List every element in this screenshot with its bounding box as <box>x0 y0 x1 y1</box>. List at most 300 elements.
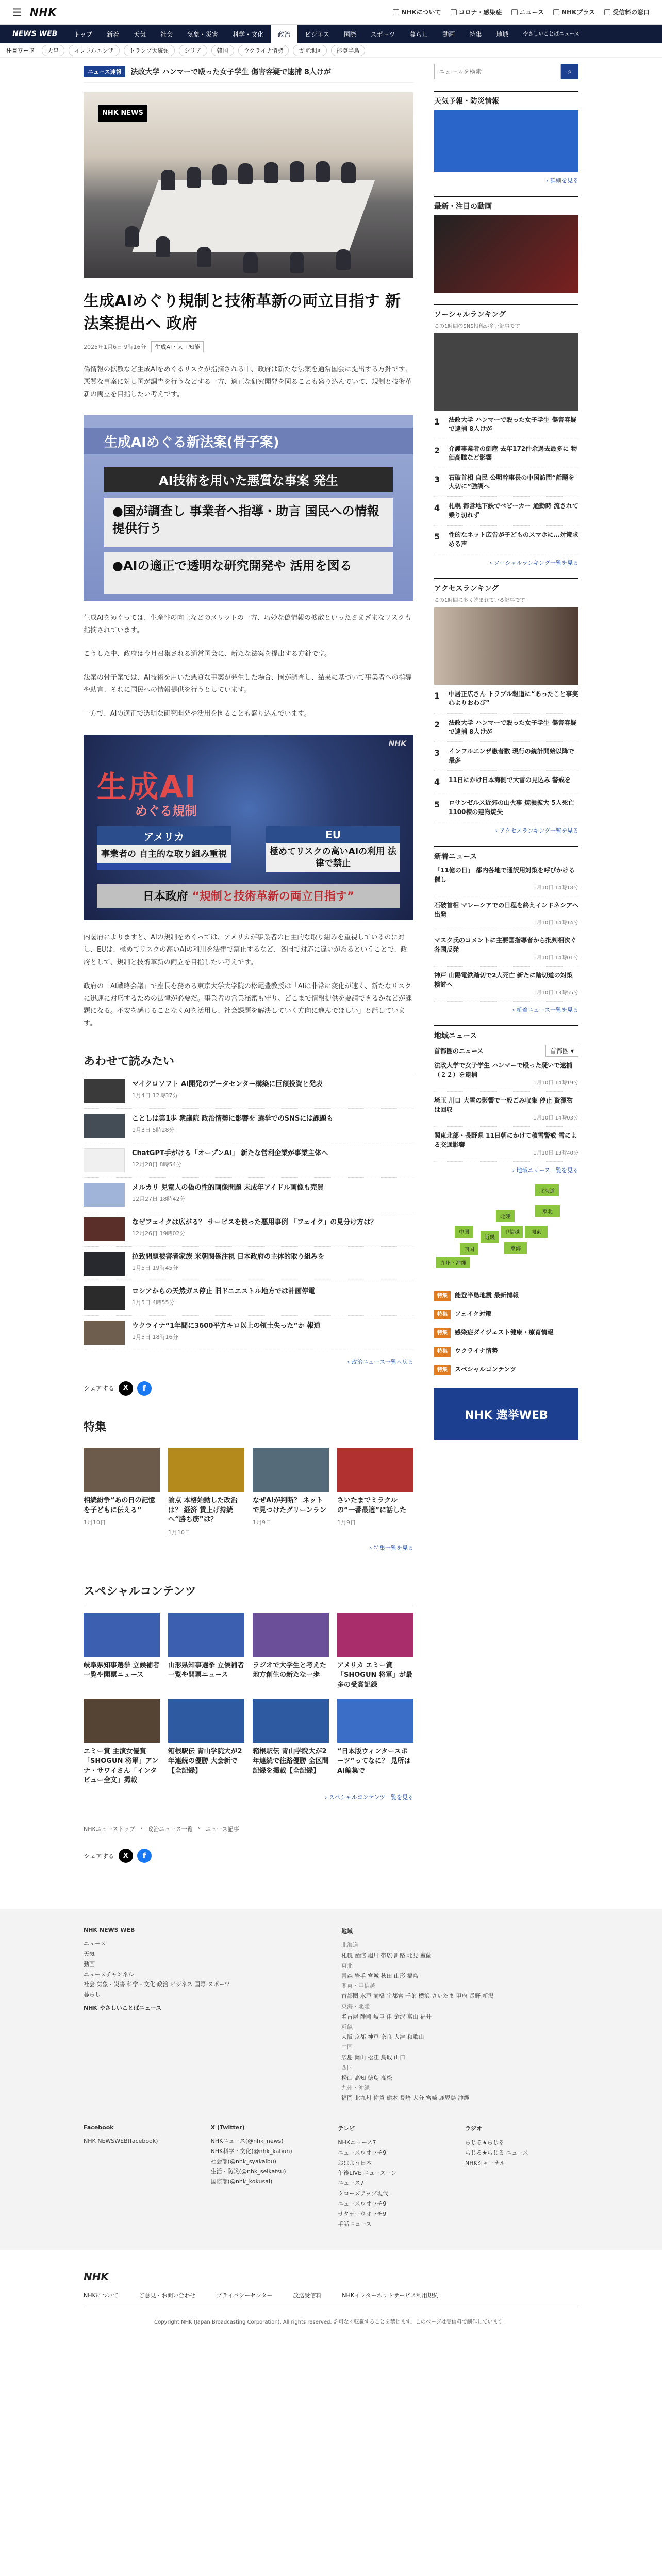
feature-title: 相続紛争“あの日の記憶を子どもに伝える” <box>84 1496 155 1514</box>
list-item[interactable] <box>434 931 578 967</box>
nav-life[interactable]: 暮らし <box>409 30 428 38</box>
region-links[interactable]: 大阪 京都 神戸 奈良 大津 和歌山 <box>341 2033 424 2041</box>
footer-link[interactable]: 動画 <box>84 1960 95 1968</box>
tag-badge: 特集 <box>434 1365 451 1375</box>
list-item[interactable] <box>434 1057 578 1092</box>
footer-link[interactable]: 暮らし <box>84 1991 101 1998</box>
person-figure <box>264 162 278 183</box>
breaking-news[interactable] <box>84 64 413 83</box>
region-links[interactable]: 福岡 北九州 佐賀 熊本 長崎 大分 宮崎 鹿児島 沖縄 <box>341 2095 469 2102</box>
footer-link[interactable]: NHKニュース7 <box>338 2139 376 2146</box>
news-search <box>434 64 578 79</box>
news-title: 神戸 山陽電鉄踏切で2人死亡 新たに踏切道の対策検討へ <box>434 972 573 989</box>
news-web-brand[interactable]: NEWS WEB <box>12 30 58 38</box>
video-thumbnail[interactable] <box>434 215 578 293</box>
special-card[interactable] <box>84 1699 160 1786</box>
nav-easy-news[interactable]: やさしいことばニュース <box>523 31 580 37</box>
election-web-banner[interactable]: NHK 選挙WEB <box>434 1388 578 1440</box>
weather-heading: 天気予報・防災情報 <box>434 97 499 106</box>
list-item[interactable] <box>434 861 578 896</box>
rank-title: 中居正広さん トラブル報道に“あったこと事実 心よりおわび” <box>449 690 578 707</box>
usa-column <box>97 826 231 870</box>
footer-link[interactable]: 社会部(@nhk_syakaibu) <box>210 2158 276 2165</box>
feature-card[interactable] <box>168 1448 244 1537</box>
footer-link[interactable]: ニュースウオッチ9 <box>338 2200 387 2207</box>
list-item[interactable] <box>84 1212 413 1247</box>
special-grid <box>84 1613 413 1786</box>
weather-more-label: 詳細を見る <box>550 177 578 184</box>
article-date: 2025年1月6日 9時16分 <box>84 344 146 350</box>
article-paragraph: 生成AIをめぐっては、生産性の向上などのメリットの一方、巧妙な偽情報の拡散といったさまざまなリスクも指摘されています。 <box>84 614 411 635</box>
top-bar <box>0 0 662 25</box>
footer-radio-col <box>465 2124 578 2229</box>
menu-icon[interactable]: ☰ <box>12 6 22 19</box>
search-input[interactable] <box>434 64 561 79</box>
feature-tag[interactable] <box>434 1361 578 1379</box>
ranking-item[interactable] <box>434 411 578 439</box>
main-column <box>84 64 413 1863</box>
special-image <box>168 1699 244 1743</box>
tag-badge: 特集 <box>434 1347 451 1357</box>
nav-new[interactable]: 新着 <box>107 30 120 38</box>
special-heading: スペシャルコンテンツ <box>84 1583 413 1604</box>
region-links[interactable]: 松山 高知 徳島 高松 <box>341 2074 392 2081</box>
footer-link[interactable]: 放送受信料 <box>293 2292 322 2299</box>
social-more-link[interactable]: › ソーシャルランキング一覧を見る <box>489 559 578 566</box>
footer-link[interactable]: ニュース7 <box>338 2180 364 2187</box>
person-figure <box>336 249 351 270</box>
related-list <box>84 1074 413 1350</box>
nav-disaster[interactable]: 気象・災害 <box>187 30 219 38</box>
rank-number: 1 <box>434 417 440 427</box>
person-figure <box>290 252 304 273</box>
breadcrumb <box>84 1825 413 1833</box>
facebook-share-icon[interactable]: f <box>137 1381 152 1396</box>
footer-link[interactable]: 国際部(@nhk_kokusai) <box>210 2178 273 2185</box>
header-link-fee[interactable]: 受信料の窓口 <box>604 8 650 16</box>
access-ranking <box>434 578 578 835</box>
ranking-item[interactable] <box>434 771 578 793</box>
feature-image <box>337 1448 413 1492</box>
access-top-image[interactable] <box>434 607 578 685</box>
thumbnail <box>84 1079 125 1103</box>
special-title: 岐阜県知事選挙 立候補者一覧や開票ニュース <box>84 1662 160 1680</box>
footer-link[interactable]: らじる★らじる ニュース <box>465 2149 528 2156</box>
social-subtitle: この1時間のSNS投稿が多い記事です <box>434 324 520 329</box>
feature-card[interactable] <box>84 1448 160 1537</box>
feature-date: 1月10日 <box>84 1519 106 1527</box>
new-more-label: 新着ニュース一覧を見る <box>516 1007 578 1014</box>
rank-number: 5 <box>434 800 440 810</box>
footer-news-col <box>84 1927 321 2104</box>
special-image <box>253 1699 329 1743</box>
news-icon <box>511 9 518 15</box>
features-grid <box>84 1448 413 1537</box>
footer-heading: NHK NEWS WEB <box>84 1927 135 1934</box>
header-link-plus[interactable]: NHKプラス <box>553 8 595 16</box>
footer-heading: テレビ <box>338 2125 355 2132</box>
person-figure <box>212 164 227 185</box>
person-figure <box>156 236 170 257</box>
feature-title: 論点 本格始動した改治は？ 経済 賃上げ持続へ“勝ち筋”は？ <box>168 1496 238 1524</box>
tag-badge: 特集 <box>434 1328 451 1338</box>
article-category[interactable]: 生成AI・人工知能 <box>151 341 204 352</box>
article-title: 生成AIめぐり規制と技術革新の両立目指す 新法案提出へ 政府 <box>84 292 401 333</box>
article-paragraph: 一方で、AIの適正で透明な研究開発や活用を図ることも盛り込んでいます。 <box>84 710 311 718</box>
article-paragraph: 法案の骨子案では、AI技術を用いた悪質な事案が発生した場合、国が調査し、結果に基づいて事業者への指導や助言、それに国民への情報提供を行うとしています。 <box>84 674 412 694</box>
header-link-covid[interactable]: コロナ・感染症 <box>451 8 502 16</box>
footer-link[interactable]: NHKについて <box>84 2292 119 2299</box>
access-heading: アクセスランキング <box>434 584 499 593</box>
special-title: 山形県知事選挙 立候補者一覧や開票ニュース <box>168 1662 244 1680</box>
list-item[interactable] <box>84 1178 413 1212</box>
breadcrumb-politics[interactable]: 政治ニュース一覧 <box>147 1826 193 1833</box>
person-figure <box>125 226 139 247</box>
rank-title: 法政大学 ハンマーで殴った女子学生 傷害容疑で逮捕 8人けが <box>449 416 577 433</box>
facebook-share-icon[interactable]: f <box>137 1849 152 1863</box>
ranking-item[interactable] <box>434 742 578 771</box>
item-title: ロシアからの天然ガス停止 旧ドニエストル地方では計画停電 <box>132 1287 316 1295</box>
nav-region[interactable]: 地域 <box>496 30 509 38</box>
features-heading: 特集 <box>84 1420 107 1434</box>
sidebar <box>434 64 578 1863</box>
region-tohoku[interactable]: 東北 <box>535 1205 560 1217</box>
footer-top <box>84 1927 578 2104</box>
footer-link[interactable]: NHKニュース(@nhk_news) <box>210 2137 284 2144</box>
feature-card[interactable] <box>337 1448 413 1537</box>
footer-link[interactable]: NHK やさしいことばニュース <box>84 2004 162 2011</box>
social-ranking <box>434 304 578 567</box>
region-links[interactable]: 名古屋 静岡 岐阜 津 金沢 富山 福井 <box>341 2013 432 2020</box>
breadcrumb-top[interactable]: NHKニューストップ <box>84 1826 135 1833</box>
region-tokai[interactable]: 東海 <box>504 1242 527 1254</box>
region-links[interactable]: 青森 岩手 宮城 秋田 山形 福島 <box>341 1972 419 1979</box>
list-item[interactable] <box>434 967 578 1002</box>
item-date: 12月26日 19時02分 <box>132 1230 186 1238</box>
item-title: ChatGPT手がける「オープンAI」 新たな営利企業が事業主体へ <box>132 1149 328 1157</box>
graphic-nhk-logo: NHK <box>388 740 406 749</box>
article-hero-image <box>84 92 413 278</box>
trend-chip[interactable]: 能登半島 <box>331 45 365 56</box>
person-figure <box>316 161 330 182</box>
tag-text: スペシャルコンテンツ <box>455 1366 517 1374</box>
region-group: 近畿 <box>341 2023 353 2030</box>
nav-video[interactable]: 動画 <box>442 30 455 38</box>
chevron-down-icon: ▾ <box>570 1047 574 1055</box>
nhk-logo[interactable]: NHK <box>29 6 57 19</box>
list-item[interactable] <box>84 1281 413 1316</box>
special-card[interactable] <box>253 1699 329 1786</box>
footer-link[interactable]: おはよう日本 <box>338 2159 372 2166</box>
special-title: “日本版ウィンタースポーツ”ってなに？ 見所はAI編集で <box>337 1747 411 1775</box>
rank-number: 4 <box>434 503 440 513</box>
eu-column <box>266 826 400 870</box>
trend-chip[interactable]: シリア <box>179 45 207 56</box>
ranking-item[interactable] <box>434 497 578 526</box>
usa-heading: アメリカ <box>97 826 231 845</box>
feature-tag[interactable] <box>434 1286 578 1305</box>
list-item[interactable] <box>84 1074 413 1109</box>
header-link-about[interactable]: NHKについて <box>393 8 441 16</box>
rank-title: ロサンゼルス近郊の山火事 焼損拡大 5人死亡 1100棟の建物焼失 <box>449 799 574 816</box>
feature-title: さいたまでミラクルの“一番最適”に話した <box>337 1496 407 1514</box>
video-heading: 最新・注目の動画 <box>434 202 492 211</box>
trend-chip[interactable]: ウクライナ情勢 <box>238 45 289 56</box>
item-title: 拉致問題被害者家族 米朝関係注視 日本政府の主体的取り組みを <box>132 1252 325 1261</box>
item-date: 1月3日 5時28分 <box>132 1127 175 1134</box>
nav-society[interactable]: 社会 <box>160 30 173 38</box>
region-hokuriku[interactable]: 北陸 <box>496 1210 515 1222</box>
ranking-item[interactable] <box>434 793 578 822</box>
region-kyushu[interactable]: 九州・沖縄 <box>436 1257 470 1268</box>
special-image <box>168 1613 244 1657</box>
region-map <box>434 1179 578 1277</box>
ranking-item[interactable] <box>434 526 578 554</box>
special-title: 箱根駅伝 青山学院大が2年連続の優勝 大会新で【全記録】 <box>168 1747 242 1775</box>
rank-number: 3 <box>434 748 440 758</box>
news-title: 関東北部・長野県 11日朝にかけて積雪警戒 雪による交通影響 <box>434 1132 577 1149</box>
region-group: 東北 <box>341 1962 353 1969</box>
rank-title: 11日にかけ日本海側で大雪の見込み 警戒を <box>449 776 571 784</box>
region-koshinetsu[interactable]: 甲信越 <box>501 1226 523 1238</box>
infobox-band: AI技術を用いた悪質な事案 発生 <box>104 467 393 492</box>
feature-image <box>168 1448 244 1492</box>
trend-chip[interactable]: 天皇 <box>42 45 64 56</box>
footer-link[interactable]: らじる★らじる <box>465 2139 504 2146</box>
item-date: 12月27日 18時42分 <box>132 1196 186 1203</box>
person-figure <box>341 162 356 183</box>
region-select-value: 首都圏 <box>550 1047 569 1055</box>
region-group: 北海道 <box>341 1942 358 1949</box>
nav-science[interactable]: 科学・文化 <box>233 30 264 38</box>
features-list-label: 特集一覧を見る <box>374 1545 413 1552</box>
tag-text: 感染症ダイジェスト健康・療育情報 <box>455 1329 554 1336</box>
item-title: マイクロソフト AI開発のデータセンター構築に巨額投資と発表 <box>132 1080 323 1088</box>
nav-business[interactable]: ビジネス <box>305 30 329 38</box>
x-share-icon[interactable]: X <box>119 1849 133 1863</box>
region-kinki[interactable]: 近畿 <box>481 1231 499 1243</box>
trend-chip[interactable]: 韓国 <box>211 45 234 56</box>
feature-image <box>253 1448 329 1492</box>
list-item[interactable] <box>434 1127 578 1162</box>
share-label: シェアする <box>84 1385 114 1393</box>
news-title: 法政大学で女子学生 ハンマーで殴った疑いで逮捕（２２）を逮捕 <box>434 1062 573 1079</box>
article-paragraph: 内閣府によりますと、AIの規制をめぐっては、アメリカが事業者の自主的な取り組みを重視しているのに対し、EUは、極めてリスクの高いAIの利用を法律で禁止するなど、各国で対応に違いがあるということで、政府として、規制と技術革新の両立を目指したい考えです。 <box>84 934 407 967</box>
footer-bottom <box>84 2124 578 2229</box>
special-card[interactable] <box>168 1613 244 1690</box>
covid-icon <box>451 9 457 15</box>
item-date: 12月28日 8時54分 <box>132 1161 182 1168</box>
list-item[interactable] <box>84 1247 413 1281</box>
region-select[interactable] <box>545 1045 578 1057</box>
footer-link[interactable]: NHK科学・文化(@nhk_kabun) <box>210 2147 292 2155</box>
thumbnail <box>84 1217 125 1241</box>
item-date: 1月4日 12時37分 <box>132 1092 178 1099</box>
ranking-item[interactable] <box>434 685 578 714</box>
related-heading: あわせて読みたい <box>84 1053 413 1074</box>
special-image <box>84 1699 160 1743</box>
footer-heading: ラジオ <box>465 2125 482 2132</box>
rank-title: 介護事業者の倒産 去年172件余過去最多に 物価高騰など影響 <box>449 445 577 462</box>
news-title: 埼玉 川口 大雪の影響で一般ごみ収集 停止 資源物は回収 <box>434 1097 573 1114</box>
special-card[interactable] <box>84 1613 160 1690</box>
ranking-item[interactable] <box>434 468 578 497</box>
feature-card[interactable] <box>253 1448 329 1537</box>
footer-link[interactable]: ニュース <box>84 1940 106 1947</box>
breadcrumb-sep: › <box>197 1825 201 1832</box>
feature-tag[interactable] <box>434 1305 578 1324</box>
features-list-link[interactable]: › 特集一覧を見る <box>370 1545 413 1552</box>
item-title: なぜフェイクは広がる？ サービスを使った悪用事例 「フェイク」の見分け方は？ <box>132 1218 377 1226</box>
trend-chip[interactable]: ガザ地区 <box>293 45 327 56</box>
special-image <box>84 1613 160 1657</box>
footer-link[interactable]: ニュースウオッチ9 <box>338 2149 387 2156</box>
special-card[interactable] <box>337 1699 413 1786</box>
person-figure <box>290 161 304 182</box>
region-group: 九州・沖縄 <box>341 2084 370 2092</box>
news-date: 1月10日 14時01分 <box>533 955 578 961</box>
local-more-link[interactable]: › 地域ニュース一覧を見る <box>512 1167 578 1174</box>
list-item[interactable] <box>84 1143 413 1178</box>
footer-link[interactable]: 生活・防災(@nhk_seikatsu) <box>210 2168 286 2175</box>
special-title: 箱根駅伝 青山学院大が2年連続で往路優勝 全区間記録を掲載【全記録】 <box>253 1747 329 1775</box>
feature-image <box>84 1448 160 1492</box>
social-top-image[interactable] <box>434 333 578 411</box>
special-image <box>337 1613 413 1657</box>
breadcrumb-current: ニュース記事 <box>205 1826 239 1833</box>
news-date: 1月10日 13時40分 <box>533 1150 578 1157</box>
about-icon <box>393 9 399 15</box>
footer-heading: Facebook <box>84 2124 114 2131</box>
nav-sports[interactable]: スポーツ <box>370 30 395 38</box>
plus-icon <box>553 9 559 15</box>
thumbnail <box>84 1148 125 1172</box>
ranking-item[interactable] <box>434 714 578 742</box>
footer-link[interactable]: サタデーウオッチ9 <box>338 2210 387 2217</box>
region-hokkaido[interactable]: 北海道 <box>535 1184 559 1196</box>
rank-title: 性的なネット広告が子どものスマホに…対策求める声 <box>449 531 578 548</box>
new-more-link[interactable]: › 新着ニュース一覧を見る <box>512 1007 578 1014</box>
news-title: 「11億の日」 都内各地で通訳用対策を呼びかける催し <box>434 867 575 884</box>
list-item[interactable] <box>84 1316 413 1350</box>
usa-text: 事業者の 自主的な取り組み重視 <box>97 845 231 863</box>
nav-top[interactable]: トップ <box>74 30 92 38</box>
region-shikoku[interactable]: 四国 <box>460 1243 478 1255</box>
special-list-link[interactable]: › スペシャルコンテンツ一覧を見る <box>324 1794 413 1801</box>
item-date: 1月5日 19時45分 <box>132 1265 178 1272</box>
region-links[interactable]: 首都圏 水戸 前橋 宇都宮 千葉 横浜 さいたま 甲府 長野 新潟 <box>341 1993 494 2000</box>
special-title: エミー賞 主演女優賞 「SHOGUN 将軍」アンナ・サワイさん「インタビュー全文」掲載 <box>84 1747 159 1785</box>
person-figure <box>197 247 211 267</box>
eu-text: 極めてリスクの高いAIの利用 法律で禁止 <box>266 843 400 872</box>
header-links <box>393 8 650 16</box>
region-links[interactable]: 広島 岡山 松江 鳥取 山口 <box>341 2054 405 2061</box>
footer-link[interactable]: クローズアップ現代 <box>338 2190 388 2197</box>
trend-chip[interactable]: インフルエンザ <box>69 45 120 56</box>
tag-badge: 特集 <box>434 1310 451 1319</box>
footer-nhk-logo[interactable]: NHK <box>84 2270 109 2283</box>
region-chugoku[interactable]: 中国 <box>455 1226 473 1238</box>
news-date: 1月10日 14時18分 <box>533 885 578 891</box>
person-figure <box>243 252 258 273</box>
special-title: ラジオで大学生と考えた 地方創生の新たな一歩 <box>253 1662 327 1680</box>
item-date: 1月5日 18時16分 <box>132 1334 178 1341</box>
footer-link[interactable]: 天気 <box>84 1950 95 1957</box>
graphic-title: 生成AI <box>97 769 197 805</box>
copyright: Copyright NHK (Japan Broadcasting Corporation). All rights reserved. 許可なく転載することを禁じます。このページは受信料で制作しています。 <box>0 2307 662 2335</box>
person-figure <box>238 163 253 184</box>
item-title: ウクライナ“1年間に3600平方キロ以上の領土失った”か 報道 <box>132 1321 321 1330</box>
news-date: 1月10日 14時03分 <box>533 1115 578 1122</box>
special-card[interactable] <box>337 1613 413 1690</box>
rank-number: 2 <box>434 445 440 455</box>
tag-text: フェイク対策 <box>455 1310 492 1318</box>
region-links[interactable]: 札幌 函館 旭川 帯広 釧路 北見 室蘭 <box>341 1952 432 1959</box>
rank-number: 1 <box>434 690 440 701</box>
header-link-news[interactable]: ニュース <box>511 8 544 16</box>
tag-badge: 特集 <box>434 1291 451 1301</box>
list-item[interactable] <box>84 1109 413 1143</box>
access-subtitle: この1時間に多く読まれている記事です <box>434 597 525 603</box>
footer-link[interactable]: NHKジャーナル <box>465 2159 505 2166</box>
special-card[interactable] <box>253 1613 329 1690</box>
trending-label: 注目ワード <box>6 47 35 54</box>
footer-link[interactable]: ニュースチャンネル <box>84 1971 134 1978</box>
weather-box <box>434 91 578 184</box>
footer-link[interactable]: 社会 気象・災害 科学・文化 政治 ビジネス 国際 スポーツ <box>84 1981 230 1988</box>
search-icon[interactable]: ⌕ <box>561 64 578 79</box>
local-heading: 地域ニュース <box>434 1032 477 1041</box>
footer-link[interactable]: プライバシーセンター <box>216 2292 273 2299</box>
weather-more-link[interactable]: › 詳細を見る <box>546 177 578 184</box>
list-item[interactable] <box>434 896 578 931</box>
footer-link[interactable]: NHKインターネットサービス利用規約 <box>342 2292 439 2299</box>
nav-feature[interactable]: 特集 <box>469 30 482 38</box>
x-share-icon[interactable]: X <box>119 1381 133 1396</box>
footer-link[interactable]: 午後LIVE ニュースーン <box>338 2170 397 2177</box>
breaking-text: 法政大学 ハンマーで殴った女子学生 傷害容疑で逮捕 8人けが <box>130 68 331 76</box>
list-item[interactable] <box>434 1092 578 1127</box>
thumbnail <box>84 1252 125 1276</box>
nav-weather[interactable]: 天気 <box>134 30 146 38</box>
region-kanto[interactable]: 関東 <box>525 1226 548 1238</box>
news-date: 1月10日 13時55分 <box>533 990 578 996</box>
feature-tag[interactable] <box>434 1324 578 1342</box>
special-card[interactable] <box>168 1699 244 1786</box>
special-image <box>337 1699 413 1743</box>
feature-date: 1月9日 <box>337 1519 356 1527</box>
local-news <box>434 1025 578 1277</box>
weather-map[interactable] <box>434 110 578 172</box>
news-date: 1月10日 14時19分 <box>533 1080 578 1087</box>
access-more-link[interactable]: › アクセスランキング一覧を見る <box>495 827 578 835</box>
local-region-label: 首都圏のニュース <box>434 1047 484 1055</box>
footer-link[interactable]: NHK NEWSWEB(facebook) <box>84 2137 158 2144</box>
special-title: アメリカ エミー賞 「SHOGUN 将軍」が最多の受賞記録 <box>337 1662 412 1689</box>
feature-tag[interactable] <box>434 1342 578 1361</box>
ranking-item[interactable] <box>434 439 578 468</box>
politics-list-link[interactable]: › 政治ニュース一覧へ戻る <box>347 1358 413 1365</box>
article-paragraph: 政府の「AI戦略会議」で座長を務める東京大学大学院の松尾豊教授は「AIは非常に変化が速く、新たなリスクに迅速に対応するための法律が必要だ。事業者の営業秘密も守り、どこまで情報提供を要請できるかなどが課題になる。不安を感じることなくAIを活用し、社会課題を解決していく方向に進んでほしい」と話しています。 <box>84 982 412 1027</box>
footer-x-col <box>211 2124 324 2229</box>
footer-region-col <box>341 1927 578 2104</box>
footer-link[interactable]: ご意見・お問い合わせ <box>139 2292 196 2299</box>
trend-chip[interactable]: トランプ大統領 <box>124 45 175 56</box>
nav-international[interactable]: 国際 <box>343 30 356 38</box>
footer-link[interactable]: 手話ニュース <box>338 2221 372 2228</box>
nav-politics[interactable]: 政治 <box>271 25 297 43</box>
japan-policy: “規制と技術革新の両立目指す” <box>192 890 355 904</box>
